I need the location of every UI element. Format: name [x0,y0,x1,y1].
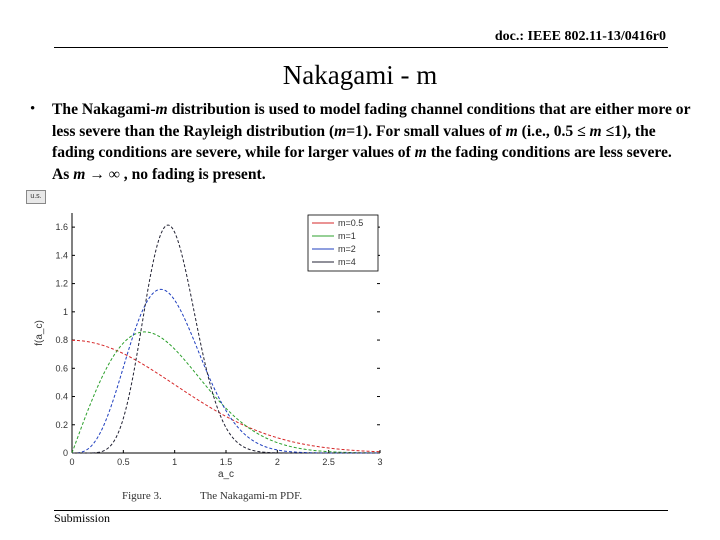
body-text-segment: distribution is used to model fading channel conditions that are either more or less severe than the Rayleigh distribution ( [52,101,691,140]
header-divider [54,47,668,48]
body-math-m: m [414,144,427,161]
x-tick-label: 1 [172,457,178,467]
footer-divider [54,510,668,511]
series-line-m1 [72,332,380,453]
body-math-m: m [589,122,602,140]
document-id: doc.: IEEE 802.11-13/0416r0 [494,29,666,44]
body-math-m: m [155,101,168,118]
body-math-m: m [505,122,518,140]
y-axis-label: f(a_c) [34,320,45,346]
y-tick-label: 1.4 [55,250,68,261]
nakagami-pdf-chart [30,205,390,480]
bullet-icon: • [30,101,36,117]
legend-label: m=1 [338,231,356,241]
body-math-m: m [73,165,86,183]
figure-caption-number: Figure 3. [122,490,162,502]
x-tick-label: 2 [274,457,280,467]
x-tick-label: 1.5 [219,457,233,467]
body-text-segment: =1). For small values of [346,122,506,140]
x-tick-label: 0.5 [117,457,130,467]
x-tick-label: 0 [69,457,75,467]
figure-caption-text: The Nakagami-m PDF. [200,490,303,502]
legend-label: m=0.5 [338,218,364,228]
y-tick-label: 0.8 [55,335,68,346]
y-tick-label: 0 [62,448,68,458]
y-tick-label: 1.2 [55,278,68,289]
series-line-m2 [72,289,380,453]
body-text-segment: (i.e., 0.5 ≤ [517,122,590,140]
y-tick-label: 0.6 [55,363,68,374]
slide-title: Nakagami - m [282,60,438,90]
body-text-segment: the fading conditions are less severe. As [52,144,672,183]
legend-label: m=4 [338,257,356,267]
body-text-segment: ≤1), the fading conditions are severe, while for larger values of [52,122,656,161]
x-tick-label: 2.5 [322,457,335,467]
footer-submission: Submission [54,511,111,525]
body-math-m: m [334,122,347,140]
y-tick-label: 1.6 [55,222,68,233]
y-tick-label: 0.2 [55,419,68,430]
x-axis-label: a_c [217,469,235,480]
x-tick-label: 3 [377,457,383,467]
body-text-segment: → ∞ , no fading is present. [85,165,266,183]
legend-label: m=2 [338,244,356,254]
body-paragraph [52,99,692,185]
body-text-segment: The Nakagami- [52,101,156,118]
y-tick-label: 0.4 [55,391,68,402]
y-tick-label: 1 [62,306,68,317]
embedded-object-icon: u.s. [26,190,46,204]
series-line-m0_5 [72,340,380,451]
